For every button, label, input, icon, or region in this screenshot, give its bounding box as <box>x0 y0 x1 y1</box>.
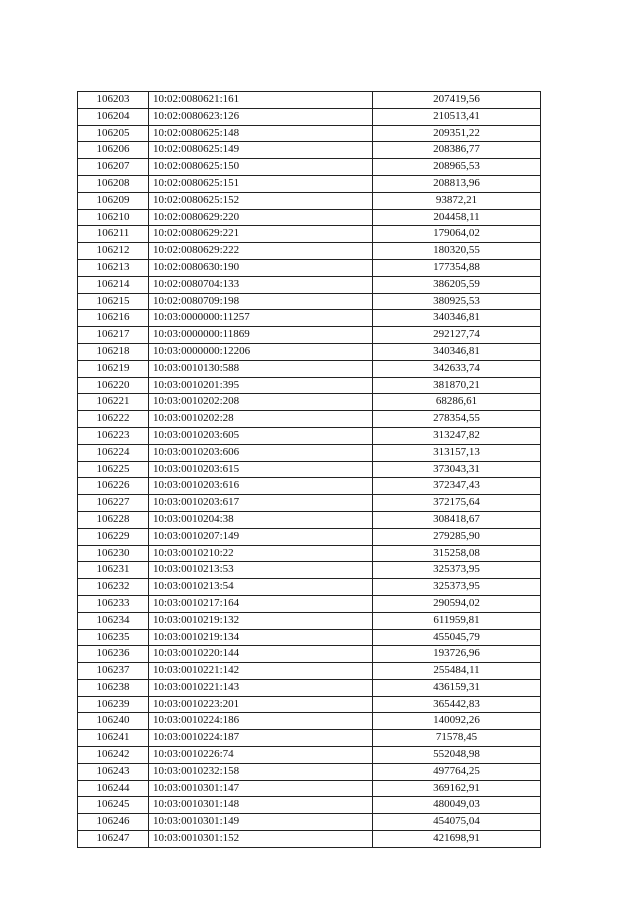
cadastral-number-cell: 10:03:0010219:132 <box>149 612 373 629</box>
cadastral-number-cell: 10:03:0010221:143 <box>149 679 373 696</box>
cadastral-number-cell: 10:03:0010301:148 <box>149 797 373 814</box>
row-number-cell: 106211 <box>78 226 149 243</box>
table-row <box>78 125 541 142</box>
row-number-cell: 106213 <box>78 259 149 276</box>
value-cell: 255484,11 <box>373 663 541 680</box>
table-row <box>78 259 541 276</box>
row-number-cell: 106243 <box>78 763 149 780</box>
table-row <box>78 142 541 159</box>
table-row <box>78 562 541 579</box>
cadastral-number-cell: 10:03:0010217:164 <box>149 595 373 612</box>
row-number-cell: 106230 <box>78 545 149 562</box>
cadastral-number-cell: 10:02:0080625:149 <box>149 142 373 159</box>
table-row <box>78 343 541 360</box>
table-row <box>78 730 541 747</box>
cadastral-number-cell: 10:02:0080629:222 <box>149 243 373 260</box>
cadastral-number-cell: 10:02:0080625:151 <box>149 175 373 192</box>
cadastral-number-cell: 10:02:0080625:152 <box>149 192 373 209</box>
cadastral-number-cell: 10:03:0010301:152 <box>149 831 373 848</box>
table-row <box>78 394 541 411</box>
table-row <box>78 831 541 848</box>
value-cell: 372175,64 <box>373 495 541 512</box>
table-row <box>78 763 541 780</box>
value-cell: 209351,22 <box>373 125 541 142</box>
value-cell: 373043,31 <box>373 461 541 478</box>
table-row <box>78 478 541 495</box>
cadastral-number-cell: 10:03:0010204:38 <box>149 511 373 528</box>
value-cell: 204458,11 <box>373 209 541 226</box>
table-row <box>78 780 541 797</box>
cadastral-number-cell: 10:03:0010130:588 <box>149 360 373 377</box>
value-cell: 208386,77 <box>373 142 541 159</box>
cadastral-number-cell: 10:02:0080630:190 <box>149 259 373 276</box>
value-cell: 340346,81 <box>373 310 541 327</box>
row-number-cell: 106239 <box>78 696 149 713</box>
table-row <box>78 276 541 293</box>
cadastral-number-cell: 10:03:0010224:186 <box>149 713 373 730</box>
cadastral-number-cell: 10:03:0000000:11869 <box>149 327 373 344</box>
row-number-cell: 106225 <box>78 461 149 478</box>
value-cell: 365442,83 <box>373 696 541 713</box>
table-row <box>78 310 541 327</box>
value-cell: 369162,91 <box>373 780 541 797</box>
row-number-cell: 106242 <box>78 747 149 764</box>
value-cell: 480049,03 <box>373 797 541 814</box>
value-cell: 436159,31 <box>373 679 541 696</box>
row-number-cell: 106205 <box>78 125 149 142</box>
row-number-cell: 106210 <box>78 209 149 226</box>
value-cell: 180320,55 <box>373 243 541 260</box>
table-row <box>78 159 541 176</box>
row-number-cell: 106222 <box>78 411 149 428</box>
row-number-cell: 106244 <box>78 780 149 797</box>
row-number-cell: 106218 <box>78 343 149 360</box>
table-row <box>78 293 541 310</box>
value-cell: 93872,21 <box>373 192 541 209</box>
value-cell: 386205,59 <box>373 276 541 293</box>
row-number-cell: 106232 <box>78 579 149 596</box>
cadastral-number-cell: 10:03:0000000:12206 <box>149 343 373 360</box>
cadastral-number-cell: 10:02:0080704:133 <box>149 276 373 293</box>
cadastral-number-cell: 10:03:0010220:144 <box>149 646 373 663</box>
value-cell: 208965,53 <box>373 159 541 176</box>
table-row <box>78 108 541 125</box>
table-row <box>78 545 541 562</box>
cadastral-number-cell: 10:02:0080629:221 <box>149 226 373 243</box>
table-row <box>78 495 541 512</box>
table-row <box>78 797 541 814</box>
row-number-cell: 106226 <box>78 478 149 495</box>
table-row <box>78 579 541 596</box>
cadastral-number-cell: 10:02:0080625:148 <box>149 125 373 142</box>
value-cell: 342633,74 <box>373 360 541 377</box>
cadastral-number-cell: 10:03:0010203:615 <box>149 461 373 478</box>
row-number-cell: 106238 <box>78 679 149 696</box>
table-row <box>78 411 541 428</box>
cadastral-number-cell: 10:03:0010201:395 <box>149 377 373 394</box>
table-row <box>78 461 541 478</box>
value-cell: 279285,90 <box>373 528 541 545</box>
row-number-cell: 106231 <box>78 562 149 579</box>
value-cell: 179064,02 <box>373 226 541 243</box>
cadastral-number-cell: 10:03:0010202:28 <box>149 411 373 428</box>
value-cell: 290594,02 <box>373 595 541 612</box>
value-cell: 340346,81 <box>373 343 541 360</box>
cadastral-number-cell: 10:03:0010224:187 <box>149 730 373 747</box>
value-cell: 207419,56 <box>373 92 541 109</box>
value-cell: 71578,45 <box>373 730 541 747</box>
row-number-cell: 106234 <box>78 612 149 629</box>
row-number-cell: 106246 <box>78 814 149 831</box>
cadastral-number-cell: 10:02:0080625:150 <box>149 159 373 176</box>
row-number-cell: 106227 <box>78 495 149 512</box>
cadastral-number-cell: 10:03:0010203:617 <box>149 495 373 512</box>
cadastral-number-cell: 10:02:0080709:198 <box>149 293 373 310</box>
value-cell: 421698,91 <box>373 831 541 848</box>
row-number-cell: 106245 <box>78 797 149 814</box>
value-cell: 292127,74 <box>373 327 541 344</box>
row-number-cell: 106207 <box>78 159 149 176</box>
row-number-cell: 106208 <box>78 175 149 192</box>
cadastral-number-cell: 10:03:0010203:605 <box>149 427 373 444</box>
table-row <box>78 377 541 394</box>
value-cell: 308418,67 <box>373 511 541 528</box>
row-number-cell: 106217 <box>78 327 149 344</box>
value-cell: 497764,25 <box>373 763 541 780</box>
value-cell: 278354,55 <box>373 411 541 428</box>
cadastral-number-cell: 10:03:0010210:22 <box>149 545 373 562</box>
table-row <box>78 92 541 109</box>
cadastral-number-cell: 10:03:0010232:158 <box>149 763 373 780</box>
value-cell: 372347,43 <box>373 478 541 495</box>
table-row <box>78 646 541 663</box>
table-row <box>78 444 541 461</box>
value-cell: 380925,53 <box>373 293 541 310</box>
row-number-cell: 106224 <box>78 444 149 461</box>
row-number-cell: 106240 <box>78 713 149 730</box>
cadastral-number-cell: 10:03:0010219:134 <box>149 629 373 646</box>
row-number-cell: 106223 <box>78 427 149 444</box>
row-number-cell: 106214 <box>78 276 149 293</box>
value-cell: 208813,96 <box>373 175 541 192</box>
row-number-cell: 106219 <box>78 360 149 377</box>
cadastral-number-cell: 10:03:0010202:208 <box>149 394 373 411</box>
table-row <box>78 612 541 629</box>
table-row <box>78 528 541 545</box>
row-number-cell: 106241 <box>78 730 149 747</box>
table-row <box>78 511 541 528</box>
cadastral-number-cell: 10:02:0080623:126 <box>149 108 373 125</box>
cadastral-number-cell: 10:03:0010207:149 <box>149 528 373 545</box>
value-cell: 552048,98 <box>373 747 541 764</box>
table-row <box>78 629 541 646</box>
table-row <box>78 192 541 209</box>
value-cell: 381870,21 <box>373 377 541 394</box>
table-row <box>78 713 541 730</box>
cadastral-number-cell: 10:03:0010226:74 <box>149 747 373 764</box>
table-row <box>78 747 541 764</box>
value-cell: 325373,95 <box>373 562 541 579</box>
table-body <box>78 92 541 848</box>
value-cell: 193726,96 <box>373 646 541 663</box>
value-cell: 313247,82 <box>373 427 541 444</box>
cadastral-number-cell: 10:02:0080621:161 <box>149 92 373 109</box>
table-row <box>78 175 541 192</box>
table-row <box>78 595 541 612</box>
cadastral-number-cell: 10:03:0010221:142 <box>149 663 373 680</box>
cadastral-number-cell: 10:03:0010301:149 <box>149 814 373 831</box>
table-row <box>78 696 541 713</box>
table-row <box>78 360 541 377</box>
cadastral-number-cell: 10:03:0010203:616 <box>149 478 373 495</box>
table-row <box>78 663 541 680</box>
value-cell: 455045,79 <box>373 629 541 646</box>
row-number-cell: 106237 <box>78 663 149 680</box>
row-number-cell: 106247 <box>78 831 149 848</box>
value-cell: 140092,26 <box>373 713 541 730</box>
row-number-cell: 106209 <box>78 192 149 209</box>
cadastral-number-cell: 10:03:0010213:53 <box>149 562 373 579</box>
row-number-cell: 106206 <box>78 142 149 159</box>
cadastral-number-cell: 10:03:0010223:201 <box>149 696 373 713</box>
row-number-cell: 106216 <box>78 310 149 327</box>
cadastral-number-cell: 10:02:0080629:220 <box>149 209 373 226</box>
value-cell: 315258,08 <box>373 545 541 562</box>
value-cell: 454075,04 <box>373 814 541 831</box>
row-number-cell: 106229 <box>78 528 149 545</box>
cadastral-number-cell: 10:03:0010203:606 <box>149 444 373 461</box>
row-number-cell: 106204 <box>78 108 149 125</box>
row-number-cell: 106203 <box>78 92 149 109</box>
table-row <box>78 427 541 444</box>
row-number-cell: 106220 <box>78 377 149 394</box>
value-cell: 68286,61 <box>373 394 541 411</box>
table-row <box>78 679 541 696</box>
table-row <box>78 814 541 831</box>
table-row <box>78 327 541 344</box>
table-row <box>78 243 541 260</box>
table-row <box>78 226 541 243</box>
row-number-cell: 106228 <box>78 511 149 528</box>
cadastral-number-cell: 10:03:0010213:54 <box>149 579 373 596</box>
value-cell: 325373,95 <box>373 579 541 596</box>
table-row <box>78 209 541 226</box>
value-cell: 177354,88 <box>373 259 541 276</box>
row-number-cell: 106233 <box>78 595 149 612</box>
row-number-cell: 106236 <box>78 646 149 663</box>
row-number-cell: 106235 <box>78 629 149 646</box>
cadastral-number-cell: 10:03:0000000:11257 <box>149 310 373 327</box>
row-number-cell: 106215 <box>78 293 149 310</box>
value-cell: 210513,41 <box>373 108 541 125</box>
value-cell: 313157,13 <box>373 444 541 461</box>
value-cell: 611959,81 <box>373 612 541 629</box>
row-number-cell: 106212 <box>78 243 149 260</box>
cadastral-value-table <box>77 91 541 848</box>
cadastral-number-cell: 10:03:0010301:147 <box>149 780 373 797</box>
row-number-cell: 106221 <box>78 394 149 411</box>
